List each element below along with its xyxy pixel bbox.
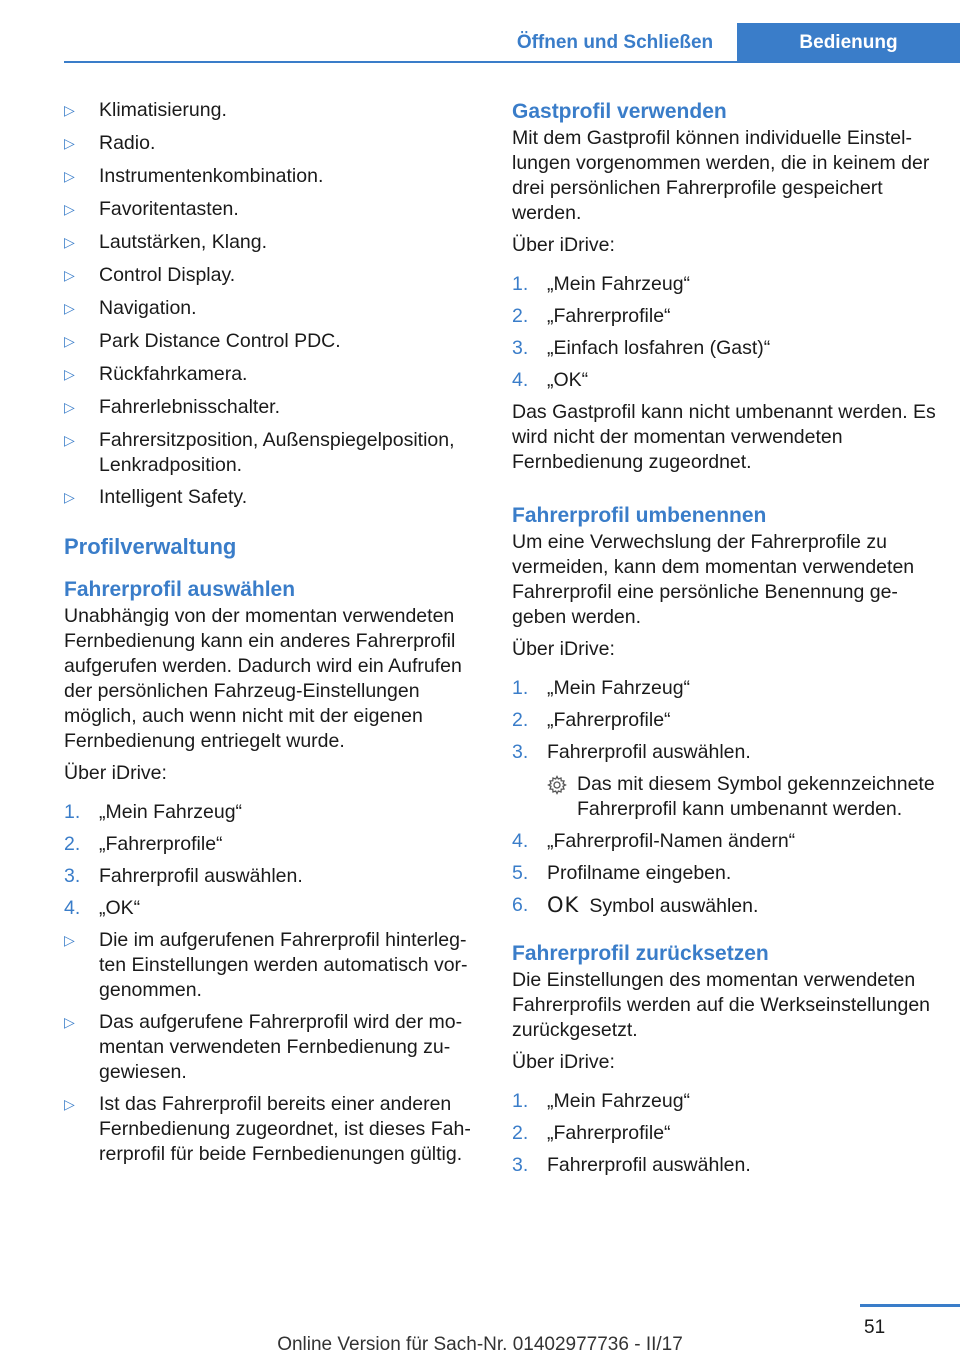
steps-list-zuruecksetzen [512,1089,938,1178]
triangle-right-icon: ▷ [64,267,75,283]
heading-umbenennen: Fahrerprofil umbenennen [512,504,767,527]
list-item [512,893,938,919]
triangle-right-icon: ▷ [64,489,75,505]
paragraph-umbenennen: Um eine Verwechslung der Fahrerprofile zu vermeiden, kann dem momentan verwendeten Fahrerprofil eine persönliche Benennung gegeben werden. [512,531,915,628]
step-text: „Fahrerprofil-Namen ändern“ [547,830,796,852]
triangle-right-icon: ▷ [64,333,75,349]
step-text: „Fahrerprofile“ [99,833,223,855]
step-number: 2. [64,833,81,855]
triangle-right-icon: ▷ [64,1096,75,1112]
paragraph-zuruecksetzen: Die Einstellungen des momentan verwendeten Fahrerprofils werden auf die Werkseinstellungen zurückgesetzt. [512,969,931,1041]
paragraph-auswaehlen: Unabhängig von der momentan verwendeten Fernbedienung kann ein anderes Fahrerprofil aufgerufen werden. Dadurch wird ein Aufrufen der persönlichen Fahrzeug-Einstellungen möglich, auch wenn nicht mit der eigenen Fernbedienung entriegelt wurde. [64,605,462,752]
list-item-text: Intelligent Safety. [99,486,248,508]
note-rename-symbol [512,772,938,822]
step-number: 4. [512,369,529,391]
step-text: „Einfach losfahren (Gast)“ [547,337,771,359]
step-text: „Fahrerprofile“ [547,1122,671,1144]
list-item-text: Fahrerlebnisschalter. [99,396,281,418]
idrive-label: Über iDrive: [512,1051,615,1073]
steps-list [64,800,480,921]
list-item [64,362,480,388]
triangle-right-icon: ▷ [64,932,75,948]
step-text-suffix: Symbol auswählen. [589,895,759,917]
step-number: 1. [64,801,81,823]
ok-symbol-icon: OK [547,893,580,917]
list-item-text: Die im aufgerufenen Fahrerprofil hinterlegten Einstellungen werden automatisch vorgenommen. [99,929,468,1001]
notes-list [64,928,480,1167]
triangle-right-icon: ▷ [64,300,75,316]
list-item-text: Klimatisierung. [99,99,227,121]
list-item [64,395,480,421]
steps-list-gastprofil [512,272,938,393]
list-item-text: Radio. [99,132,156,154]
step-number: 3. [512,1154,529,1176]
list-item [512,861,938,886]
step-number: 4. [512,830,529,852]
list-item [64,329,480,355]
step-number: 2. [512,709,529,731]
step-number: 6. [512,894,529,916]
list-item [512,1153,938,1178]
list-item [64,164,480,190]
list-item [512,829,938,854]
list-item [512,304,938,329]
list-item [64,230,480,256]
list-item [64,1010,480,1085]
list-item-text: Rückfahrkamera. [99,363,248,385]
list-item [64,864,480,889]
step-number: 1. [512,1090,529,1112]
triangle-right-icon: ▷ [64,234,75,250]
step-number: 4. [64,897,81,919]
page-number: 51 [864,1317,886,1338]
idrive-label: Über iDrive: [64,762,167,784]
left-column [64,98,480,1174]
list-item-text: Control Display. [99,264,236,286]
list-item [512,368,938,393]
list-item [64,428,480,478]
list-item-text: Favoritentasten. [99,198,239,220]
list-item [512,1089,938,1114]
triangle-right-icon: ▷ [64,135,75,151]
step-number: 1. [512,677,529,699]
step-number: 3. [512,741,529,763]
idrive-label: Über iDrive: [512,638,615,660]
heading-zuruecksetzen: Fahrerprofil zurücksetzen [512,942,769,965]
list-item [64,263,480,289]
step-text: Fahrerprofil auswählen. [547,741,751,763]
idrive-label: Über iDrive: [512,234,615,256]
step-number: 1. [512,273,529,295]
step-text: Fahrerprofil auswählen. [99,865,303,887]
list-item [64,800,480,825]
step-text: „Mein Fahrzeug“ [99,801,243,823]
heading-fahrerprofil-auswaehlen: Fahrerprofil auswählen [64,578,296,601]
step-text: „Mein Fahrzeug“ [547,1090,691,1112]
list-item [512,1121,938,1146]
note-text: Das mit diesem Symbol gekennzeichnete Fahrerprofil kann umbenannt werden. [577,773,935,820]
list-item [64,485,480,511]
list-item [64,896,480,921]
header-section-title: Öffnen und Schließen [516,31,714,53]
step-text: „Fahrerprofile“ [547,709,671,731]
step-number: 2. [512,1122,529,1144]
step-text [547,893,938,919]
step-text: „Mein Fahrzeug“ [547,273,691,295]
step-text: Profilname eingeben. [547,862,732,884]
step-number: 5. [512,862,529,884]
step-text: „OK“ [99,897,141,919]
step-text: Fahrerprofil auswählen. [547,1154,751,1176]
heading-profilverwaltung: Profilverwaltung [64,534,237,559]
footer-text: Online Version für Sach-Nr. 01402977736 - II/17 [277,1334,683,1355]
step-text: „Fahrerprofile“ [547,305,671,327]
list-item [512,336,938,361]
list-item-text: Navigation. [99,297,197,319]
list-item-text: Das aufgerufene Fahrerprofil wird der momentan verwendeten Fernbedienung zugewiesen. [99,1011,463,1083]
header-rule [64,61,960,63]
list-item [64,1092,480,1167]
header-chapter-tab: Bedienung [737,23,960,62]
list-item [64,928,480,1003]
list-item-text: Fahrersitzposition, Außenspiegelposition, Lenkradposition. [99,429,455,476]
right-column [512,98,938,1185]
triangle-right-icon: ▷ [64,201,75,217]
list-item-text: Ist das Fahrerprofil bereits einer anderen Fernbedienung zugeordnet, ist dieses Fahrerprofil für beide Fernbedienungen gültig. [99,1093,471,1165]
list-item-text: Instrumentenkombination. [99,165,324,187]
triangle-right-icon: ▷ [64,168,75,184]
triangle-right-icon: ▷ [64,432,75,448]
list-item [512,272,938,297]
list-item [512,740,938,765]
list-item-text: Lautstärken, Klang. [99,231,268,253]
list-item [512,708,938,733]
list-item [64,296,480,322]
list-item [64,832,480,857]
paragraph-gastprofil: Mit dem Gastprofil können individuelle Einstellungen vorgenommen werden, die in keinem der drei persönlichen Fahrerprofile gespeichert werden. [512,127,930,224]
triangle-right-icon: ▷ [64,1014,75,1030]
gear-icon [547,772,577,822]
step-number: 3. [64,865,81,887]
feature-list [64,98,480,511]
triangle-right-icon: ▷ [64,366,75,382]
step-number: 3. [512,337,529,359]
step-number: 2. [512,305,529,327]
list-item [64,197,480,223]
list-item [512,676,938,701]
paragraph-gastprofil-note: Das Gastprofil kann nicht umbenannt werden. Es wird nicht der momentan verwendeten Fernbedienung zugeordnet. [512,401,936,473]
list-item-text: Park Distance Control PDC. [99,330,341,352]
steps-list-umbenennen [512,676,938,765]
triangle-right-icon: ▷ [64,399,75,415]
triangle-right-icon: ▷ [64,102,75,118]
step-text: „Mein Fahrzeug“ [547,677,691,699]
page-number-rule [860,1304,960,1307]
step-text: „OK“ [547,369,589,391]
list-item [64,98,480,124]
list-item [64,131,480,157]
steps-list-umbenennen-cont [512,829,938,919]
heading-gastprofil: Gastprofil verwenden [512,100,727,123]
